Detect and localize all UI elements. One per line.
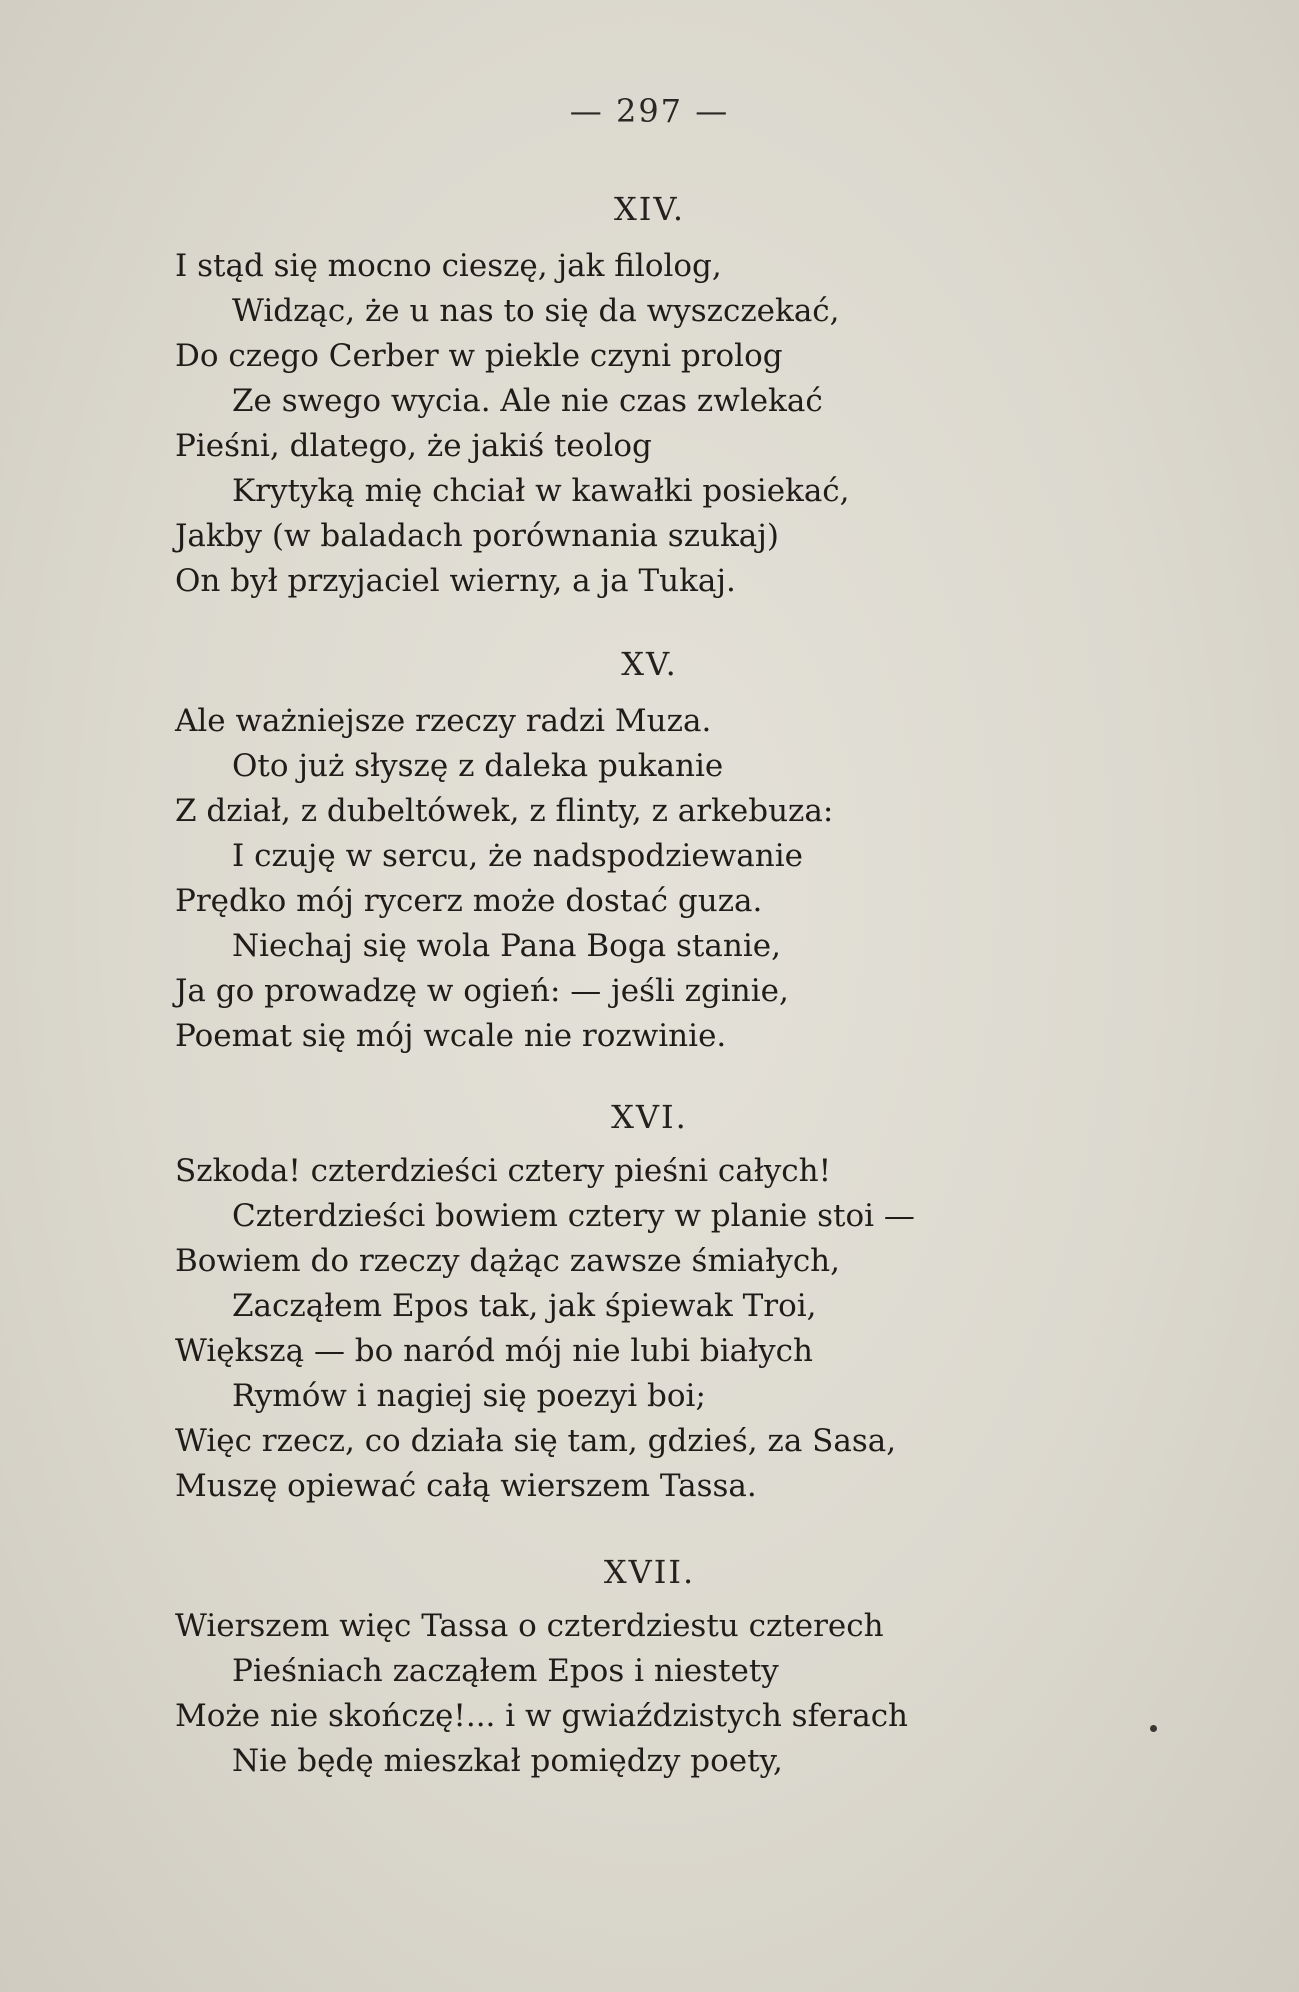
verse-line: Nie będę mieszkał pomiędzy poety,: [232, 1743, 783, 1779]
ink-speck: [1150, 1725, 1157, 1732]
verse-line: Do czego Cerber w piekle czyni prolog: [175, 338, 783, 374]
verse-line: Poemat się mój wcale nie rozwinie.: [175, 1018, 727, 1054]
verse-line: Pieśniach zacząłem Epos i niestety: [232, 1653, 779, 1689]
verse-line: Więc rzecz, co działa się tam, gdzieś, za Sasa,: [175, 1423, 897, 1459]
verse-line: Bowiem do rzeczy dążąc zawsze śmiałych,: [175, 1243, 841, 1279]
verse-line: Oto już słyszę z daleka pukanie: [232, 748, 724, 784]
verse-line: Krytyką mię chciał w kawałki posiekać,: [232, 473, 850, 509]
verse-line: Jakby (w baladach porównania szukaj): [175, 518, 779, 554]
page-number: — 297 —: [569, 92, 730, 130]
verse-line: Zacząłem Epos tak, jak śpiewak Troi,: [232, 1288, 817, 1324]
verse-line: Niechaj się wola Pana Boga stanie,: [232, 928, 781, 964]
verse-line: Może nie skończę!... i w gwiaździstych sferach: [175, 1698, 909, 1734]
verse-line: I czuję w sercu, że nadspodziewanie: [232, 838, 803, 874]
stanza-heading-xv: XV.: [621, 645, 678, 683]
verse-line: On był przyjaciel wierny, a ja Tukaj.: [175, 563, 736, 599]
verse-line: Szkoda! czterdzieści cztery pieśni całych!: [175, 1153, 832, 1189]
verse-line: Widząc, że u nas to się da wyszczekać,: [232, 293, 840, 329]
verse-line: Z dział, z dubeltówek, z flinty, z arkebuza:: [175, 793, 834, 829]
verse-line: Większą — bo naród mój nie lubi białych: [175, 1333, 814, 1369]
stanza-heading-xvi: XVI.: [611, 1098, 688, 1136]
verse-line: Ze swego wycia. Ale nie czas zwlekać: [232, 383, 823, 419]
verse-line: Wierszem więc Tassa o czterdziestu czterech: [175, 1608, 884, 1644]
verse-line: Ja go prowadzę w ogień: — jeśli zginie,: [175, 973, 789, 1009]
verse-line: Muszę opiewać całą wierszem Tassa.: [175, 1468, 757, 1504]
verse-line: I stąd się mocno cieszę, jak filolog,: [175, 248, 722, 284]
stanza-heading-xiv: XIV.: [613, 190, 686, 228]
verse-line: Prędko mój rycerz może dostać guza.: [175, 883, 763, 919]
verse-line: Pieśni, dlatego, że jakiś teolog: [175, 428, 652, 464]
verse-line: Ale ważniejsze rzeczy radzi Muza.: [175, 703, 712, 739]
stanza-heading-xvii: XVII.: [603, 1553, 696, 1591]
verse-line: Rymów i nagiej się poezyi boi;: [232, 1378, 706, 1414]
verse-line: Czterdzieści bowiem cztery w planie stoi —: [232, 1198, 915, 1234]
